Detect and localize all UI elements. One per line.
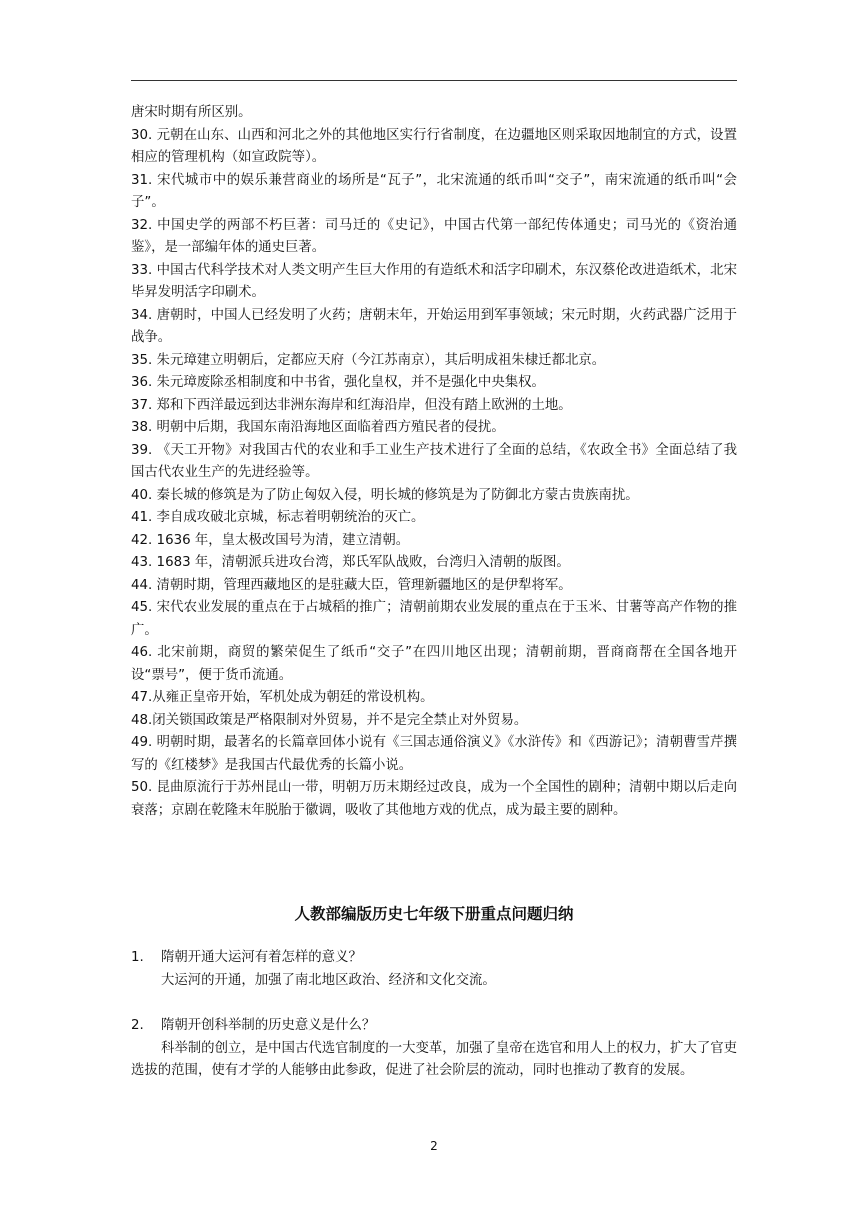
list-item: 50. 昆曲原流行于苏州昆山一带，明朝万历末期经过改良，成为一个全国性的剧种；清朝中期以后走向衰落；京剧在乾隆末年脱胎于徽调，吸收了其他地方戏的优点，成为最主要的剧种。 bbox=[131, 780, 737, 818]
list-item: 33. 中国古代科学技术对人类文明产生巨大作用的有造纸术和活字印刷术，东汉蔡伦改进造纸术，北宋毕昇发明活字印刷术。 bbox=[131, 262, 737, 300]
list-item: 39. 《天工开物》对我国古代的农业和手工业生产技术进行了全面的总结，《农政全书》全面总结了我国古代农业生产的先进经验等。 bbox=[131, 442, 737, 480]
question bbox=[131, 947, 737, 970]
list-item: 41. 李自成攻破北京城，标志着明朝统治的灭亡。 bbox=[131, 510, 425, 525]
list-item: 40. 秦长城的修筑是为了防止匈奴入侵，明长城的修筑是为了防御北方蒙古贵族南扰。 bbox=[131, 487, 639, 503]
list-item: 44. 清朝时期，管理西藏地区的是驻藏大臣，管理新疆地区的是伊犁将军。 bbox=[131, 577, 572, 593]
list-item: 36. 朱元璋废除丞相制度和中书省，强化皇权，并不是强化中央集权。 bbox=[131, 375, 545, 390]
header-rule bbox=[131, 80, 737, 81]
list-item: 43. 1683 年，清朝派兵进攻台湾，郑氏军队战败，台湾归入清朝的版图。 bbox=[131, 555, 570, 570]
question-block bbox=[131, 947, 737, 992]
question-number: 2. bbox=[131, 1018, 144, 1033]
page-number: 2 bbox=[430, 1139, 438, 1153]
list-item: 49. 明朝时期，最著名的长篇章回体小说有《三国志通俗演义》《水浒传》和《西游记》；清朝曹雪芹撰写的《红楼梦》是我国古代最优秀的长篇小说。 bbox=[131, 735, 737, 773]
list-item: 唐宋时期有所区别。 bbox=[131, 105, 252, 120]
answer-text: 大运河的开通，加强了南北地区政治、经济和文化交流。 bbox=[161, 972, 496, 988]
list-item: 38. 明朝中后期，我国东南沿海地区面临着西方殖民者的侵扰。 bbox=[131, 420, 505, 435]
question bbox=[131, 1015, 737, 1038]
list-item: 37. 郑和下西洋最远到达非洲东海岸和红海沿岸，但没有踏上欧洲的土地。 bbox=[131, 397, 572, 413]
list-item: 47.从雍正皇帝开始，军机处成为朝廷的常设机构。 bbox=[131, 690, 434, 705]
list-item: 30. 元朝在山东、山西和河北之外的其他地区实行行省制度，在边疆地区则采取因地制宜的方式，设置相应的管理机构（如宣政院等）。 bbox=[131, 127, 737, 165]
question-text: 隋朝开创科举制的历史意义是什么？ bbox=[161, 1018, 376, 1033]
list-item: 31. 宋代城市中的娱乐兼营商业的场所是“瓦子”，北宋流通的纸币叫“交子”，南宋流通的纸币叫“会子”。 bbox=[131, 172, 737, 210]
list-item: 48.闭关锁国政策是严格限制对外贸易，并不是完全禁止对外贸易。 bbox=[131, 712, 528, 728]
list-item: 45. 宋代农业发展的重点在于占城稻的推广；清朝前期农业发展的重点在于玉米、甘薯等高产作物的推广。 bbox=[131, 600, 737, 638]
list-item: 42. 1636 年，皇太极改国号为清，建立清朝。 bbox=[131, 532, 410, 548]
question-text: 隋朝开通大运河有着怎样的意义？ bbox=[161, 950, 362, 965]
list-item: 35. 朱元璋建立明朝后，定都应天府（今江苏南京），其后明成祖朱棣迁都北京。 bbox=[131, 352, 606, 368]
question-block bbox=[131, 1015, 737, 1083]
points-list bbox=[131, 102, 737, 822]
list-item: 32. 中国史学的两部不朽巨著：司马迁的《史记》，中国古代第一部纪传体通史；司马光的《资治通鉴》，是一部编年体的通史巨著。 bbox=[131, 217, 737, 255]
question-number: 1. bbox=[131, 950, 144, 965]
list-item: 46. 北宋前期，商贸的繁荣促生了纸币“交子”在四川地区出现；清朝前期，晋商商帮在全国各地开设“票号”，便于货币流通。 bbox=[131, 645, 737, 683]
list-item: 34. 唐朝时，中国人已经发明了火药；唐朝末年，开始运用到军事领域；宋元时期，火药武器广泛用于战争。 bbox=[131, 307, 737, 345]
section-title: 人教部编版历史七年级下册重点问题归纳 bbox=[294, 905, 574, 923]
answer-text: 科举制的创立，是中国古代选官制度的一大变革，加强了皇帝在选官和用人上的权力，扩大了官吏选拔的范围，使有才学的人能够由此参政，促进了社会阶层的流动，同时也推动了教育的发展。 bbox=[131, 1040, 737, 1078]
